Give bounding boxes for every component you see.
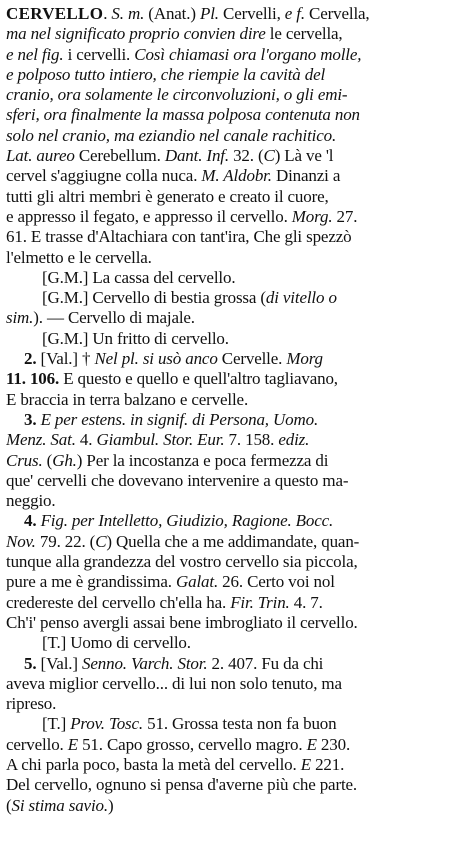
entry-line-13: l'elmetto e le cervella. bbox=[6, 247, 152, 267]
entry-line-40: (Si stima savio.) bbox=[6, 795, 114, 815]
entry-line-6: sferi, ora finalmente la massa polposa contenuta non bbox=[6, 105, 360, 125]
entry-line-12: 61. E trasse d'Altachiara con tant'ira, Che gli spezzò bbox=[6, 227, 352, 247]
entry-line-33: 5. [Val.] Senno. Varch. Stor. 2. 407. Fu da chi bbox=[24, 653, 324, 673]
entry-line-20: E braccia in terra balzano e cervelle. bbox=[6, 389, 249, 409]
entry-line-8: Lat. aureo Cerebellum. Dant. Inf. 32. (C) Là ve 'l bbox=[6, 146, 334, 166]
entry-line-31: Ch'i' penso avergli assai bene imbrogliato il cervello. bbox=[6, 612, 358, 632]
entry-line-27: Nov. 79. 22. (C) Quella che a me addimandate, quan- bbox=[6, 531, 360, 551]
entry-line-3: e nel fig. i cervelli. Così chiamasi ora l'organo molle, bbox=[6, 44, 362, 64]
entry-line-7: solo nel cranio, ma eziandio nel canale rachitico. bbox=[6, 125, 337, 145]
entry-line-4: e polposo tutto intiero, che riempie la cavità del bbox=[6, 64, 326, 84]
entry-line-14: [G.M.] La cassa del cervello. bbox=[42, 267, 236, 287]
entry-line-35: ripreso. bbox=[6, 694, 57, 714]
entry-line-38: A chi parla poco, basta la metà del cervello. E 221. bbox=[6, 754, 345, 774]
entry-line-11: e appresso il fegato, e appresso il cervello. Morg. 27. bbox=[6, 206, 358, 226]
entry-line-30: credereste del cervello ch'ella ha. Fir. Trin. 4. 7. bbox=[6, 592, 323, 612]
entry-line-23: Crus. (Gh.) Per la incostanza e poca fermezza di bbox=[6, 450, 329, 470]
entry-line-36: [T.] Prov. Tosc. 51. Grossa testa non fa buon bbox=[42, 714, 337, 734]
entry-line-15: [G.M.] Cervello di bestia grossa (di vitello o bbox=[42, 288, 337, 308]
entry-line-18: 2. [Val.] † Nel pl. si usò anco Cervelle. Morg bbox=[24, 349, 323, 369]
entry-line-21: 3. E per estens. in signif. di Persona, Uomo. bbox=[24, 409, 319, 429]
entry-line-2: ma nel significato proprio convien dire le cervella, bbox=[6, 24, 343, 44]
entry-line-25: neggio. bbox=[6, 491, 56, 511]
headword: CERVELLO bbox=[6, 4, 104, 23]
entry-line-29: pure a me è grandissima. Galat. 26. Certo voi nol bbox=[6, 572, 335, 592]
entry-line-34: aveva miglior cervello... di lui non solo tenuto, ma bbox=[6, 673, 342, 693]
entry-line-32: [T.] Uomo di cervello. bbox=[42, 633, 191, 653]
entry-line-10: tutti gli altri membri è generato e creato il cuore, bbox=[6, 186, 329, 206]
entry-line-5: cranio, ora solamente le circonvoluzioni, o gli emi- bbox=[6, 85, 348, 105]
entry-line-17: [G.M.] Un fritto di cervello. bbox=[42, 328, 229, 348]
entry-line-28: tunque alla grandezza del vostro cervello sia piccola, bbox=[6, 552, 358, 572]
entry-line-16: sim.). — Cervello di majale. bbox=[6, 308, 195, 328]
entry-line-37: cervello. E 51. Capo grosso, cervello magro. E 230. bbox=[6, 734, 351, 754]
entry-line-1: CERVELLO. S. m. (Anat.) Pl. Cervelli, e f. Cervella, bbox=[6, 4, 370, 23]
entry-line-26: 4. Fig. per Intelletto, Giudizio, Ragione. Bocc. bbox=[24, 511, 334, 531]
entry-line-24: que' cervelli che dovevano intervenire a questo ma- bbox=[6, 470, 349, 490]
entry-line-9: cervel s'aggiugne colla nuca. M. Aldobr. Dinanzi a bbox=[6, 166, 341, 186]
entry-line-19: 11. 106. E questo e quello e quell'altro tagliavano, bbox=[6, 369, 338, 389]
entry-line-39: Del cervello, ognuno si pensa d'averne più che parte. bbox=[6, 775, 358, 795]
entry-line-22: Menz. Sat. 4. Giambul. Stor. Eur. 7. 158. ediz. bbox=[6, 430, 310, 450]
